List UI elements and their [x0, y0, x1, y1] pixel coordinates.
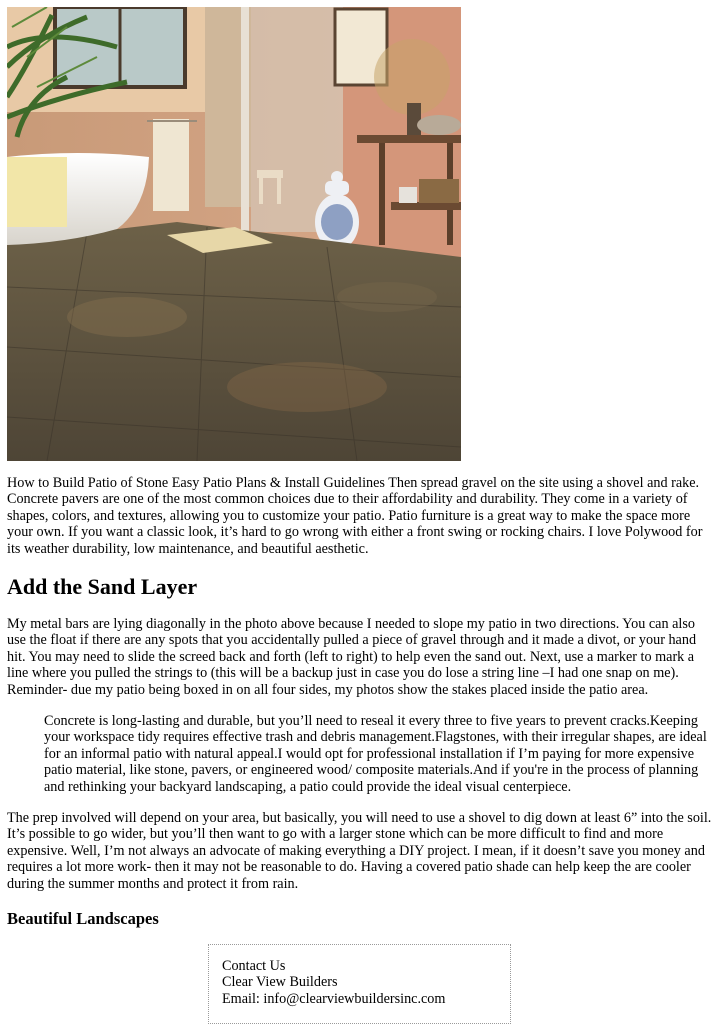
- section-heading-beautiful-landscapes: Beautiful Landscapes: [7, 909, 159, 928]
- contact-company: Clear View Builders: [222, 974, 338, 991]
- bathroom-stone-tile-floor-image: [7, 7, 461, 461]
- contact-box: [208, 944, 511, 1024]
- contact-title: Contact Us: [222, 958, 286, 974]
- section-heading-sand-layer: Add the Sand Layer: [7, 574, 198, 599]
- sand-layer-paragraph: My metal bars are lying diagonally in the photo above because I needed to slope my patio in two directions. You can also use the float if there are any spots that you accidentally pulled a piece of gravel through and it made a divot, or your hand hit. You may need to slide the screed back and forth (left to right) to help even the sand out. Next, use a marker to mark a line where you pulled the strings to (this will be a backup just in case you do lose a string line –I had one snap on me). Reminder- due my patio being boxed in on all four sides, my photos show the stakes placed inside the patio area.: [7, 616, 697, 698]
- prep-paragraph: The prep involved will depend on your area, but basically, you will need to use a shovel to dig down at least 6” into the soil. It’s possible to go wider, but you’ll then want to go with a larger stone which can be more difficult to find and more expensive. Well, I’m not always an advocate of making everything a DIY project. I mean, if it doesn’t save you money and requires a lot more work- then it may not be reasonable to do. Having a covered patio shade can help keep the are cooler during the summer months and protect it from rain.: [7, 810, 712, 892]
- intro-paragraph: How to Build Patio of Stone Easy Patio Plans & Install Guidelines Then spread gravel on the site using a shovel and rake. Concrete pavers are one of the most common choices due to their affordability and durability. They come in a variety of shapes, colors, and textures, allowing you to customize your patio. Patio furniture is a great way to make the space more your own. If you want a classic look, it’s hard to go wrong with either a front swing or rocking chairs. I love Polywood for its weather durability, low maintenance, and beautiful aesthetic.: [7, 475, 703, 557]
- blockquote: Concrete is long-lasting and durable, but you’ll need to reseal it every three to five years to prevent cracks.Keeping your workspace tidy requires effective trash and debris management.Flagstones, with their irregular shapes, are ideal for an informal patio with natural appeal.I would opt for professional installation if I’m paying for more expensive patio material, like stone, pavers, or engineered wood/ composite materials.And if you're in the process of planning and rethinking your backyard landscaping, a patio could provide the ideal visual centerpiece.: [44, 713, 707, 795]
- contact-email: Email: info@clearviewbuildersinc.com: [222, 990, 446, 1007]
